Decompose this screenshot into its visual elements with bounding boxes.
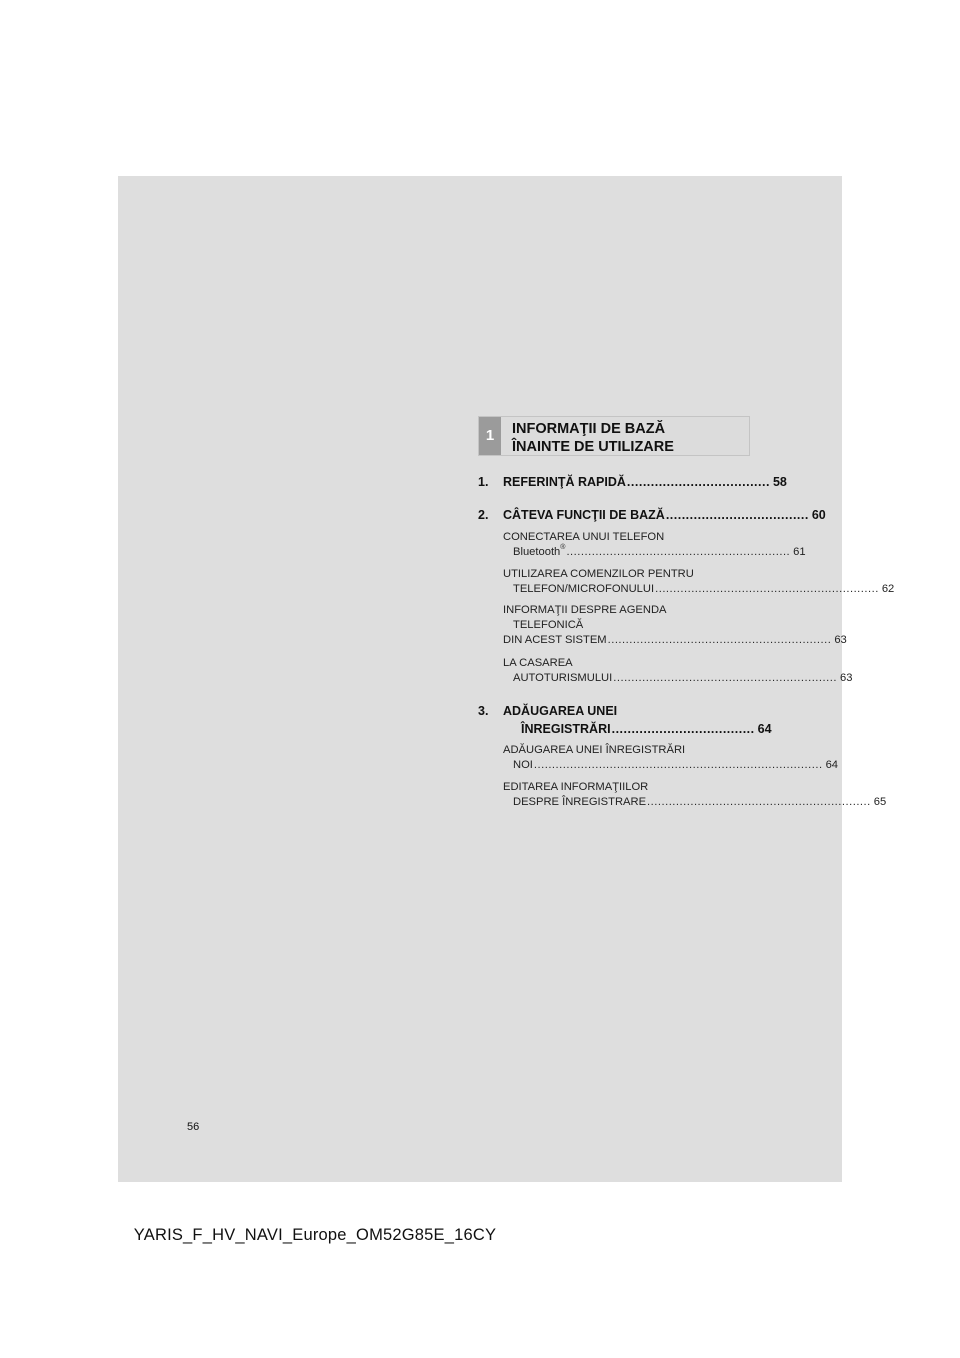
toc-subentry-title: ADĂUGAREA UNEI ÎNREGISTRĂRI	[503, 744, 686, 756]
section-header	[478, 416, 750, 456]
toc-subentry-page: 65	[873, 796, 887, 808]
page-number: 56	[187, 1121, 200, 1133]
registered-mark: ®	[560, 544, 566, 552]
toc-subentry-page: 61	[793, 546, 806, 558]
leader-dots: ..............................................................	[607, 634, 832, 646]
leader-dots: ..............................................................	[566, 546, 791, 558]
toc-entry-quick-reference[interactable]	[478, 473, 787, 491]
toc-entry-number: 2.	[478, 508, 489, 522]
toc-entry-page: 58	[772, 475, 787, 489]
toc-entry-title: REFERINŢĂ RAPIDĂ	[503, 475, 626, 489]
toc-subentry-title-cont: TELEFON/MICROFONULUI	[513, 583, 655, 595]
toc-entry-basic-functions[interactable]	[478, 506, 826, 524]
toc-entry-number: 3.	[478, 704, 489, 718]
toc-subentry-page: 62	[881, 583, 895, 595]
toc-entry-page: 64	[757, 722, 772, 736]
section-title: INFORMAŢII DE BAZĂ ÎNAINTE DE UTILIZARE	[512, 421, 674, 455]
toc-subentry-edit-entry-info[interactable]	[503, 780, 887, 810]
toc-entry-title: CÂTEVA FUNCŢII DE BAZĂ	[503, 508, 665, 522]
toc-entry-number: 1.	[478, 475, 489, 489]
toc-subentry-page: 63	[839, 672, 853, 684]
leader-dots: ....................................	[626, 475, 770, 489]
toc-subentry-title-cont: AUTOTURISMULUI	[513, 672, 613, 684]
toc-subentry-page: 64	[825, 759, 839, 771]
toc-subentry-connect-phone[interactable]	[503, 530, 806, 560]
leader-dots: ..............................................................	[647, 796, 871, 808]
toc-subentry-title-cont: Bluetooth®	[513, 544, 566, 558]
leader-dots: ....................................	[665, 508, 809, 522]
section-number-badge: 1	[479, 417, 501, 455]
leader-dots: ....................................	[611, 722, 755, 736]
toc-subentry-title-cont: TELEFONICĂ	[513, 619, 584, 631]
toc-entry-add-entry[interactable]	[478, 702, 772, 738]
toc-subentry-vehicle-disposal[interactable]	[503, 656, 853, 686]
toc-subentry-page: 63	[834, 634, 847, 646]
toc-subentry-add-new-entry[interactable]	[503, 743, 839, 773]
leader-dots: ..............................................................	[655, 583, 879, 595]
toc-entry-title: ADĂUGAREA UNEI	[503, 704, 618, 718]
toc-subentry-title-cont: NOI	[513, 759, 533, 771]
toc-subentry-title: LA CASAREA	[503, 657, 573, 669]
leader-dots: ..............................................................	[613, 672, 837, 684]
toc-subentry-title: EDITAREA INFORMAŢIILOR	[503, 781, 649, 793]
toc-subentry-title: INFORMAŢII DESPRE AGENDA	[503, 604, 667, 616]
toc-subentry-title-cont: DESPRE ÎNREGISTRARE	[513, 796, 647, 808]
toc-subentry-title: CONECTAREA UNUI TELEFON	[503, 531, 665, 543]
toc-subentry-phone-commands[interactable]	[503, 567, 895, 597]
toc-entry-page: 60	[811, 508, 826, 522]
document-code: YARIS_F_HV_NAVI_Europe_OM52G85E_16CY	[133, 1226, 497, 1244]
toc-subentry-title-cont: DIN ACEST SISTEM	[503, 634, 607, 646]
toc-entry-title-cont: ÎNREGISTRĂRI	[521, 722, 611, 736]
leader-dots: ................................................................................	[533, 759, 823, 771]
toc-subentry-phonebook-info[interactable]	[503, 603, 847, 648]
toc-subentry-title: UTILIZAREA COMENZILOR PENTRU	[503, 568, 694, 580]
